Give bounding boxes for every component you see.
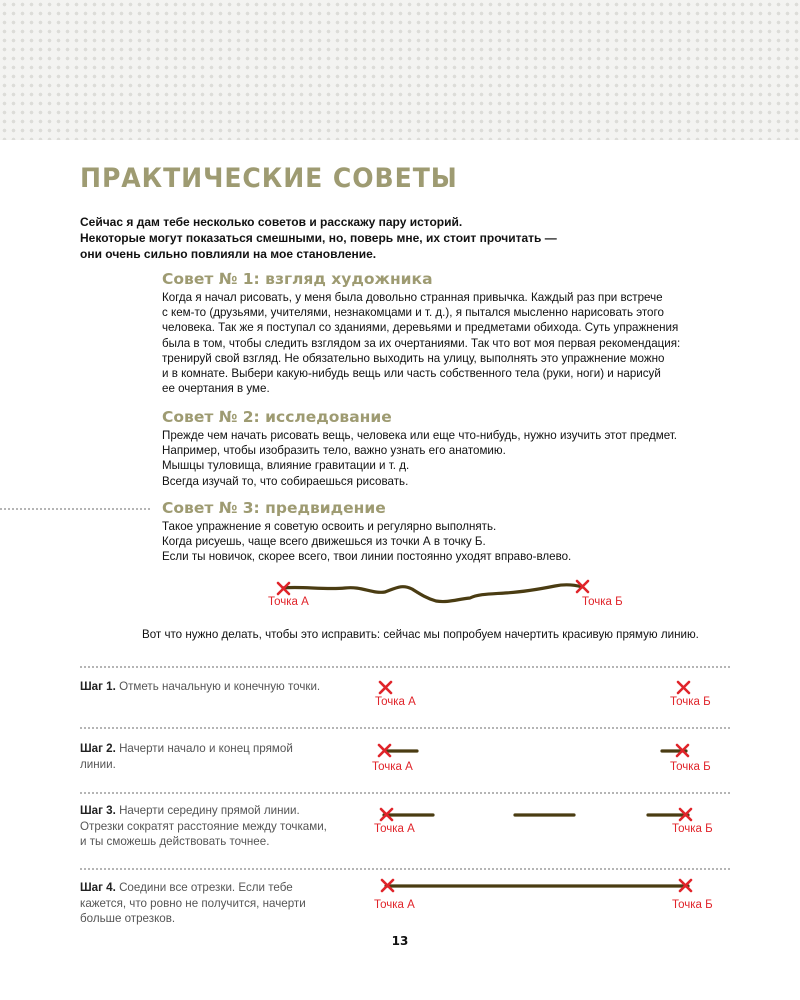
- point-a-label: Точка А: [375, 696, 416, 708]
- tip-line: человека. Так же я поступал со зданиями, деревьями и предметами обихода. Суть упражнения: [162, 321, 679, 335]
- tip-line: Когда рисуешь, чаще всего движешься из точки А в точку Б.: [162, 535, 486, 549]
- step-4: [80, 880, 330, 927]
- tip-line: ее очертания в уме.: [162, 382, 270, 396]
- step-3: [80, 803, 330, 850]
- point-b-label: Точка Б: [672, 823, 713, 835]
- tip-line: Когда я начал рисовать, у меня была довольно странная привычка. Каждый раз при встрече: [162, 291, 663, 304]
- tip-line: Прежде чем начать рисовать вещь, человека или еще что-нибудь, нужно изучить этот предмет.: [162, 429, 678, 442]
- dotted-divider: [80, 666, 730, 668]
- intro-line: Сейчас я дам тебе несколько советов и расскажу пару историй.: [80, 215, 463, 229]
- tip-line: Мышцы туловища, влияние гравитации и т. д.: [162, 459, 410, 473]
- tip-line: Например, чтобы изобразить тело, важно узнать его анатомию.: [162, 444, 506, 458]
- dotted-divider: [80, 868, 730, 870]
- step-title: Шаг 3.: [80, 804, 116, 817]
- tip-line: и в комнате. Выбери какую-нибудь вещь или часть собственного тела (руки, ноги) и нарисуй: [162, 367, 661, 381]
- point-a-label: Точка А: [372, 761, 413, 773]
- tip-line: была в том, чтобы следить взглядом за их очертаниями. Так что вот моя первая рекомендация:: [162, 336, 681, 350]
- step-title: Шаг 4.: [80, 881, 116, 894]
- point-b-label: Точка Б: [670, 761, 711, 773]
- step-description: Отметь начальную и конечную точки.: [119, 680, 321, 693]
- step-description: Начерти начало и конец прямой линии.: [80, 742, 293, 771]
- cross-icon: [678, 682, 689, 693]
- tip-line: с кем-то (друзьями, учителями, незнакомцами и т. д.), я пытался мысленно нарисовать этого: [162, 306, 664, 320]
- point-b-label: Точка Б: [670, 696, 711, 708]
- step-title: Шаг 2.: [80, 742, 116, 755]
- dotted-divider: [80, 792, 730, 794]
- step-description: Соедини все отрезки. Если тебе кажется, что ровно не получится, начерти больше отрезков.: [80, 881, 306, 925]
- step-1: [80, 679, 330, 695]
- page-title: ПРАКТИЧЕСКИЕ СОВЕТЫ: [80, 163, 458, 194]
- wavy-line: [283, 585, 582, 602]
- point-a-label: Точка А: [374, 823, 415, 835]
- tip-line: Всегда изучай то, что собираешься рисовать.: [162, 474, 409, 488]
- step-2: [80, 741, 330, 772]
- tip-heading: Совет № 1: взгляд художника: [162, 270, 433, 288]
- fix-instruction: Вот что нужно делать, чтобы это исправить: сейчас мы попробуем начертить красивую прямую линию.: [142, 628, 699, 641]
- point-a-label: Точка А: [374, 899, 415, 911]
- tip-line: Если ты новичок, скорее всего, твои линии постоянно уходят вправо-влево.: [162, 550, 572, 564]
- page-number: 13: [391, 934, 409, 948]
- point-b-label: Точка Б: [672, 899, 713, 911]
- dotted-divider: [80, 727, 730, 729]
- intro-line: они очень сильно повлияли на мое становление.: [80, 247, 377, 261]
- point-b-label: Точка Б: [582, 596, 623, 608]
- step-description: Начерти середину прямой линии. Отрезки сократят расстояние между точками, и ты сможешь действовать точнее.: [80, 804, 327, 848]
- tip-line: Такое упражнение я советую освоить и регулярно выполнять.: [162, 520, 497, 533]
- step-title: Шаг 1.: [80, 680, 116, 693]
- intro-line: Некоторые могут показаться смешными, но, поверь мне, их стоит прочитать —: [80, 231, 557, 245]
- tip-heading: Совет № 3: предвидение: [162, 499, 386, 517]
- cross-icon: [380, 682, 391, 693]
- point-a-label: Точка А: [268, 596, 309, 608]
- tip-line: тренируй свой взгляд. Не обязательно выходить на улицу, выполнять это упражнение можно: [162, 351, 665, 365]
- tip-heading: Совет № 2: исследование: [162, 408, 392, 426]
